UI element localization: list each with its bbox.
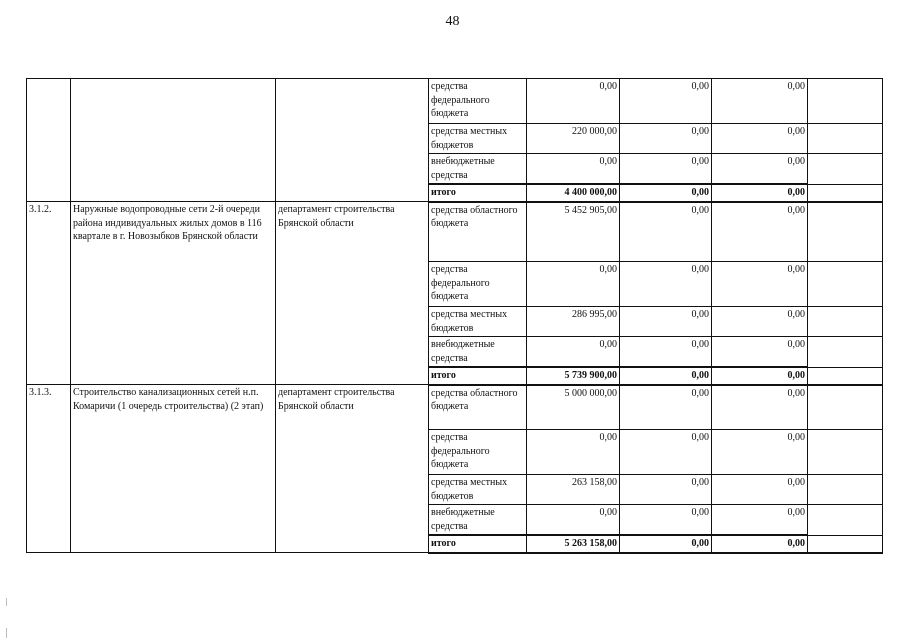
empty-cell (808, 430, 883, 475)
item-executor: департамент строительства Брянской области (276, 202, 429, 385)
funding-source: средства федерального бюджета (429, 79, 527, 124)
amount-cell-v3: 0,00 (712, 124, 808, 154)
amount-cell-v2: 0,00 (620, 475, 712, 505)
funding-source: средства федерального бюджета (429, 262, 527, 307)
empty-cell (808, 124, 883, 154)
budget-table (26, 78, 883, 554)
amount-cell-v3: 0,00 (712, 505, 808, 536)
funding-source: средства областного бюджета (429, 385, 527, 430)
amount-cell-v2: 0,00 (620, 535, 712, 553)
funding-source: внебюджетные средства (429, 505, 527, 536)
amount-cell-v1: 4 400 000,00 (527, 184, 620, 202)
funding-source: внебюджетные средства (429, 154, 527, 185)
amount-cell-v1: 5 263 158,00 (527, 535, 620, 553)
amount-cell-v1: 0,00 (527, 262, 620, 307)
amount-cell-v3: 0,00 (712, 307, 808, 337)
amount-cell-v2: 0,00 (620, 307, 712, 337)
empty-cell (808, 367, 883, 385)
scan-artifact (6, 628, 7, 638)
empty-cell (808, 505, 883, 536)
funding-source: средства местных бюджетов (429, 307, 527, 337)
item-name (71, 79, 276, 202)
empty-cell (808, 385, 883, 430)
amount-cell-v2: 0,00 (620, 430, 712, 475)
empty-cell (808, 535, 883, 553)
table-row (27, 79, 883, 124)
funding-source: средства местных бюджетов (429, 124, 527, 154)
table-row (27, 202, 883, 262)
item-name: Строительство канализационных сетей н.п. Комаричи (1 очередь строительства) (2 этап) (71, 385, 276, 553)
empty-cell (808, 262, 883, 307)
amount-cell-v1: 286 995,00 (527, 307, 620, 337)
amount-cell-v2: 0,00 (620, 262, 712, 307)
funding-source: итого (429, 535, 527, 553)
amount-cell-v1: 263 158,00 (527, 475, 620, 505)
empty-cell (808, 79, 883, 124)
funding-source: внебюджетные средства (429, 337, 527, 368)
item-index: 3.1.3. (27, 385, 71, 553)
amount-cell-v3: 0,00 (712, 337, 808, 368)
scan-artifact (6, 598, 7, 606)
page-number: 48 (445, 14, 460, 29)
funding-source: итого (429, 184, 527, 202)
amount-cell-v2: 0,00 (620, 154, 712, 185)
amount-cell-v1: 0,00 (527, 430, 620, 475)
amount-cell-v3: 0,00 (712, 535, 808, 553)
amount-cell-v3: 0,00 (712, 430, 808, 475)
funding-source: средства местных бюджетов (429, 475, 527, 505)
empty-cell (808, 184, 883, 202)
amount-cell-v2: 0,00 (620, 184, 712, 202)
table-row (27, 385, 883, 430)
amount-cell-v2: 0,00 (620, 124, 712, 154)
funding-source: итого (429, 367, 527, 385)
empty-cell (808, 307, 883, 337)
amount-cell-v3: 0,00 (712, 367, 808, 385)
amount-cell-v2: 0,00 (620, 79, 712, 124)
item-name: Наружные водопроводные сети 2-й очереди района индивидуальных жилых домов в 116 квартале в г. Новозыбков Брянской области (71, 202, 276, 385)
amount-cell-v2: 0,00 (620, 385, 712, 430)
amount-cell-v3: 0,00 (712, 385, 808, 430)
amount-cell-v1: 0,00 (527, 337, 620, 368)
amount-cell-v2: 0,00 (620, 367, 712, 385)
item-index: 3.1.2. (27, 202, 71, 385)
amount-cell-v1: 5 000 000,00 (527, 385, 620, 430)
amount-cell-v3: 0,00 (712, 184, 808, 202)
amount-cell-v1: 5 739 900,00 (527, 367, 620, 385)
item-index (27, 79, 71, 202)
empty-cell (808, 475, 883, 505)
amount-cell-v1: 220 000,00 (527, 124, 620, 154)
amount-cell-v1: 0,00 (527, 79, 620, 124)
funding-source: средства федерального бюджета (429, 430, 527, 475)
item-executor: департамент строительства Брянской области (276, 385, 429, 553)
empty-cell (808, 337, 883, 368)
item-executor (276, 79, 429, 202)
amount-cell-v3: 0,00 (712, 202, 808, 262)
amount-cell-v2: 0,00 (620, 202, 712, 262)
amount-cell-v3: 0,00 (712, 79, 808, 124)
amount-cell-v1: 0,00 (527, 505, 620, 536)
amount-cell-v3: 0,00 (712, 262, 808, 307)
amount-cell-v3: 0,00 (712, 154, 808, 185)
amount-cell-v2: 0,00 (620, 505, 712, 536)
amount-cell-v1: 5 452 905,00 (527, 202, 620, 262)
amount-cell-v1: 0,00 (527, 154, 620, 185)
amount-cell-v2: 0,00 (620, 337, 712, 368)
empty-cell (808, 154, 883, 185)
amount-cell-v3: 0,00 (712, 475, 808, 505)
funding-source: средства областного бюджета (429, 202, 527, 262)
empty-cell (808, 202, 883, 262)
